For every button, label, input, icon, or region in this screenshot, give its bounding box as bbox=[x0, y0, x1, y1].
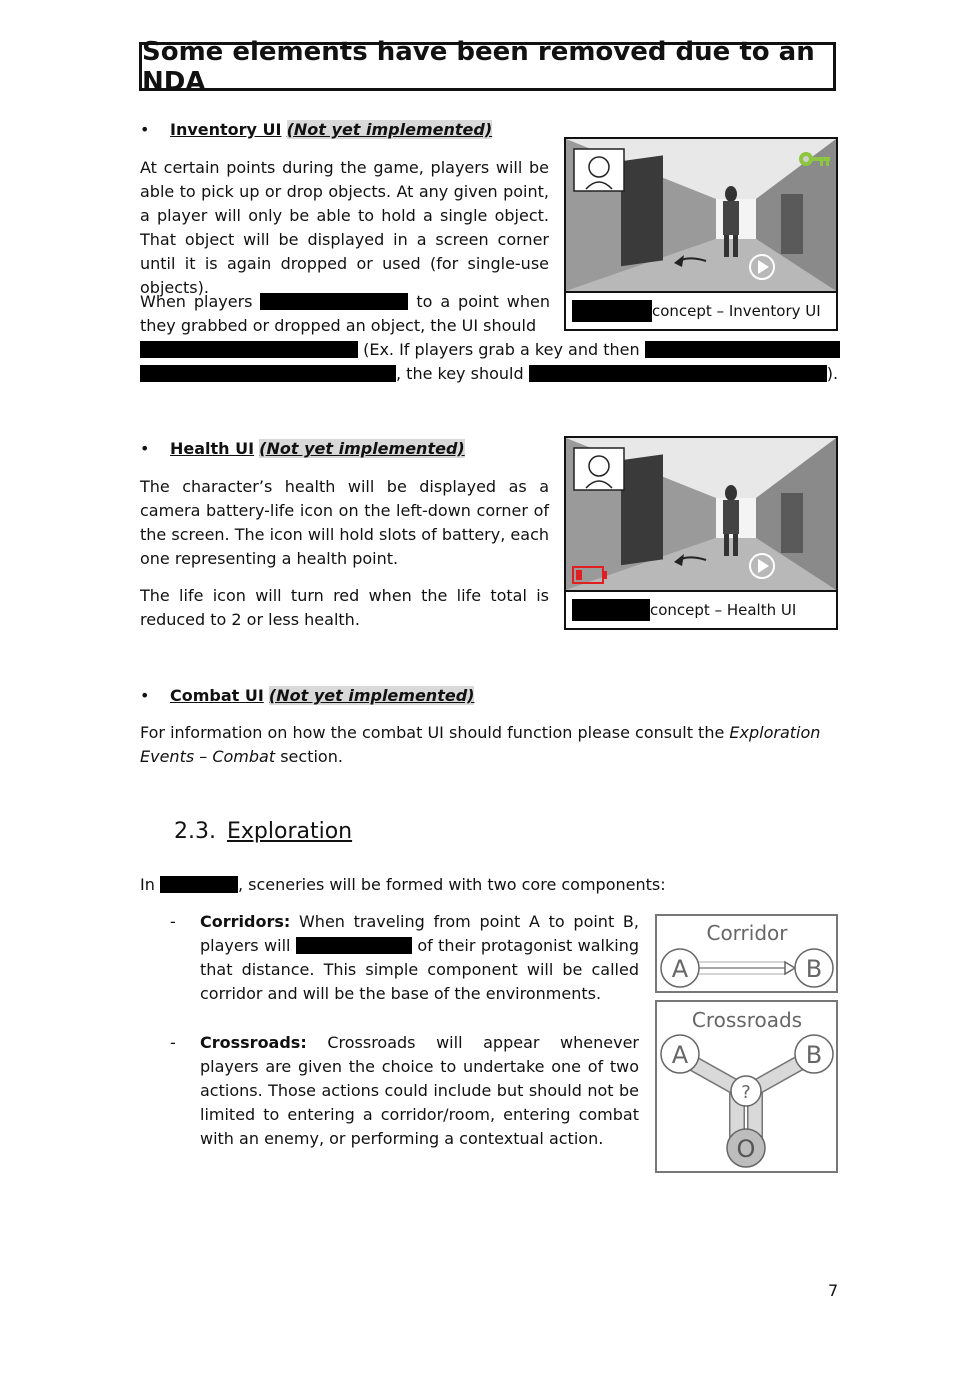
key-icon bbox=[798, 149, 832, 169]
page-number: 7 bbox=[828, 1281, 839, 1300]
inventory-paragraph-2c bbox=[140, 362, 842, 386]
battery-icon bbox=[572, 566, 608, 584]
section-number: 2.3. bbox=[174, 819, 216, 844]
health-concept-image bbox=[564, 436, 838, 592]
inventory-paragraph-1: At certain points during the game, players will be able to pick up or drop objects. At any given point, a player will only be able to hold a single object. That object will be displayed in a screen corner until it is again dropped or used (for single-use objects). bbox=[140, 158, 549, 297]
health-paragraph-2: The life icon will turn red when the life total is reduced to 2 or less health. bbox=[140, 586, 549, 629]
combat-paragraph bbox=[140, 721, 840, 769]
crossroads-diagram bbox=[655, 1000, 838, 1173]
inventory-p2-end: ). bbox=[826, 364, 839, 383]
combat-p1-reference: Exploration Events – Combat bbox=[140, 723, 821, 766]
combat-p1-end: section. bbox=[275, 747, 343, 766]
redaction-bar bbox=[160, 876, 238, 893]
inventory-heading bbox=[140, 120, 560, 144]
redaction-bar bbox=[645, 341, 840, 358]
corridors-text-start: When traveling from point A to point B, players will bbox=[200, 912, 639, 955]
inventory-p2-start: When players bbox=[140, 292, 253, 311]
inventory-status: (Not yet implemented) bbox=[286, 120, 493, 139]
crossroads-item bbox=[200, 1031, 639, 1151]
node-b-label: B bbox=[805, 1041, 823, 1069]
corridors-text-end: of their protagonist walking that distance. This simple component will be called corridor and will be the base of the environments. bbox=[200, 936, 639, 1003]
combat-p1-start: For information on how the combat UI should function please consult the bbox=[140, 723, 730, 742]
combat-title: Combat UI bbox=[170, 686, 264, 705]
inventory-p2-mid: to a point when they grabbed or dropped an object, the UI should bbox=[140, 292, 550, 335]
redaction-bar bbox=[140, 365, 396, 382]
decision-node-label: ? bbox=[741, 1082, 751, 1103]
list-dash: - bbox=[170, 1033, 176, 1052]
crossroads-diagram-title: Crossroads bbox=[691, 1008, 803, 1032]
bullet-dot: • bbox=[140, 686, 150, 705]
corridors-label: Corridors: bbox=[200, 912, 291, 931]
inventory-p2-example: (Ex. If players grab a key and then bbox=[363, 340, 640, 359]
bullet-dot: • bbox=[140, 439, 150, 458]
node-a-label: A bbox=[671, 955, 689, 983]
corridors-item bbox=[200, 910, 639, 1006]
inventory-caption bbox=[564, 291, 838, 331]
crossroads-text: Crossroads will appear whenever players are given the choice to undertake one of two actions. Those actions could include but should not be limited to entering a corridor/room, entering combat with an enemy, or performing a contextual action. bbox=[200, 1033, 639, 1148]
intro-end: , sceneries will be formed with two core components: bbox=[237, 875, 666, 894]
inventory-p2-key: , the key should bbox=[396, 364, 524, 383]
arrow-head-icon bbox=[785, 962, 795, 974]
redaction-bar bbox=[140, 341, 358, 358]
list-dash: - bbox=[170, 912, 176, 931]
inventory-paragraph-2a bbox=[140, 290, 550, 338]
combat-heading bbox=[140, 686, 560, 710]
node-b-label: B bbox=[805, 955, 823, 983]
redaction-bar bbox=[572, 599, 650, 621]
bullet-dot: • bbox=[140, 120, 150, 139]
combat-status: (Not yet implemented) bbox=[268, 686, 475, 705]
redaction-bar bbox=[296, 937, 412, 954]
inventory-concept-image bbox=[564, 137, 838, 293]
corridor-diagram-title: Corridor bbox=[706, 921, 788, 945]
health-title: Health UI bbox=[170, 439, 255, 458]
health-caption bbox=[564, 590, 838, 630]
origin-node-label: O bbox=[736, 1135, 756, 1163]
redaction-bar bbox=[572, 300, 652, 322]
intro-start: In bbox=[140, 875, 155, 894]
hallway-scene-illustration bbox=[566, 139, 836, 291]
nda-banner: Some elements have been removed due to an NDA bbox=[139, 42, 836, 91]
inventory-caption-text: concept – Inventory UI bbox=[652, 302, 821, 320]
section-title: Exploration bbox=[226, 819, 353, 844]
inventory-paragraph-2b bbox=[140, 338, 842, 362]
redaction-bar bbox=[260, 293, 408, 310]
inventory-title: Inventory UI bbox=[170, 120, 282, 139]
section-heading bbox=[174, 819, 352, 844]
health-caption-text: concept – Health UI bbox=[650, 601, 797, 619]
corridor-diagram bbox=[655, 914, 838, 993]
crossroads-label: Crossroads: bbox=[200, 1033, 307, 1052]
health-paragraph-1: The character’s health will be displayed as a camera battery-life icon on the left-down corner of the screen. The icon will hold slots of battery, each one representing a health point. bbox=[140, 477, 549, 568]
health-heading bbox=[140, 439, 560, 463]
exploration-intro bbox=[140, 873, 840, 897]
node-a-label: A bbox=[671, 1041, 689, 1069]
redaction-bar bbox=[529, 365, 827, 382]
health-status: (Not yet implemented) bbox=[259, 439, 465, 458]
